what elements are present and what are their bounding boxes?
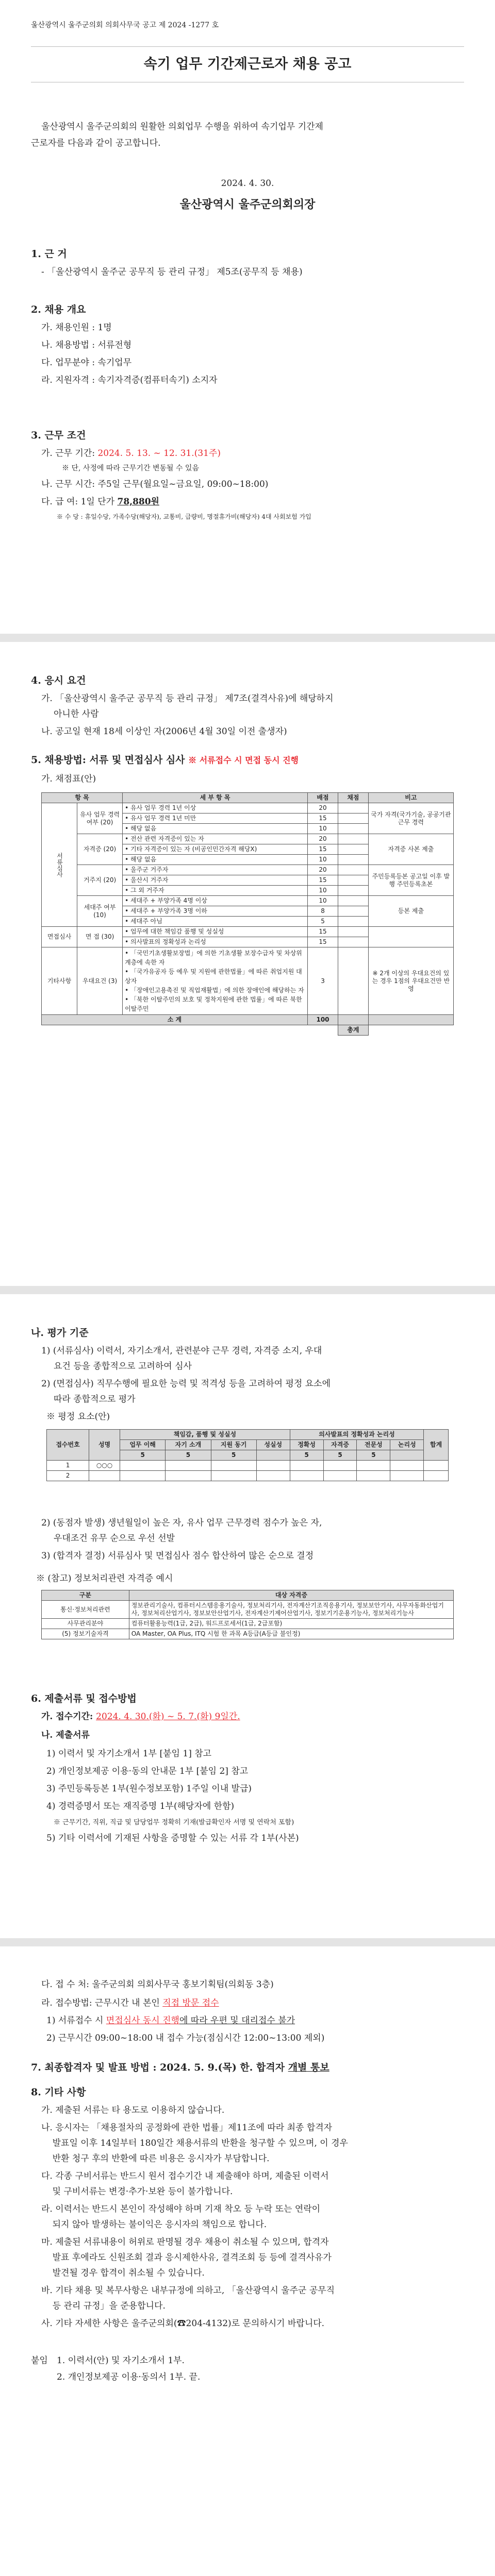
note-line: 등 관리 규정」을 준용합니다. <box>41 2301 166 2311</box>
col-self-intro: 자기 소개 <box>166 1440 211 1450</box>
attachment-1: 1. 이력서(안) 및 자기소개서 1부. <box>57 2355 185 2366</box>
detail: • 그 외 거주자 <box>123 886 308 896</box>
max-score: 5 <box>166 1450 211 1461</box>
max-score: 5 <box>357 1450 390 1461</box>
scoring-table <box>41 792 454 1036</box>
row-name: ○○○ <box>89 1461 120 1471</box>
page-title: 속기 업무 기간제근로자 채용 공고 <box>143 56 352 72</box>
score: 3 <box>307 947 338 1015</box>
license-reference-table <box>41 1590 454 1639</box>
note-line: 다. 각종 구비서류는 반드시 원서 접수기간 내 제출해야 하며, 제출된 이력서 <box>41 2171 329 2181</box>
col-understanding: 업무 이해 <box>120 1440 165 1450</box>
section-6-heading: 6. 제출서류 및 접수방법 <box>31 1693 137 1704</box>
ref-licenses: 컴퓨터활용능력(1급, 2급), 워드프로세서(1급, 2급포함) <box>129 1619 453 1629</box>
table-row <box>42 1601 454 1619</box>
page-4 <box>0 1946 495 2576</box>
table-row <box>42 865 454 875</box>
doc-item-1: 1) 이력서 및 자기소개서 1부 [붙임 1] 참고 <box>46 1749 212 1759</box>
tie-rule-b: 우대조건 유무 순으로 우선 선발 <box>54 1533 175 1544</box>
ref-licenses: OA Master, OA Plus, ITQ 시험 한 과목 A등급(A등급 불인정) <box>129 1629 453 1639</box>
section-5-heading: 5. 채용방법: 서류 및 면접심사 심사 ※ 서류접수 시 면접 동시 진행 <box>31 754 299 766</box>
subtotal-value: 100 <box>307 1015 338 1025</box>
work-field: 다. 업무분야 : 속기업무 <box>41 358 132 368</box>
eligibility-a-1: 가. 「울산광역시 울주군 공무직 등 관리 규정」 제7조(결격사유)에 해당하지 <box>41 693 334 704</box>
group-experience: 유사 업무 경력 여부 (20) <box>77 803 123 834</box>
reference-heading: ※ (참고) 정보처리관련 자격증 예시 <box>36 1573 173 1584</box>
note-line: 발표일 이후 14일부터 180일간 채용서류의 반환을 청구할 수 있으며, 이 경우 <box>41 2138 348 2148</box>
preference-2: • 「국가유공자 등 예우 및 지원에 관한법률」에 따른 취업지원 대상자 <box>125 968 302 985</box>
attachment-2: 2. 개인정보제공 이용·동의서 1부. 끝. <box>57 2372 201 2382</box>
scoring-table-header <box>42 793 454 803</box>
ref-col-licenses: 대상 자격증 <box>129 1590 453 1601</box>
score: 10 <box>307 896 338 906</box>
category-document: 서류심사 <box>42 803 77 927</box>
notice-date: 2024. 4. 30. <box>221 178 274 189</box>
table-row <box>47 1471 449 1481</box>
remark: 국가 자격(국가기술, 공공기관 근무 경력 <box>368 803 453 834</box>
remark: ※ 2개 이상의 우대요건의 있는 경우 1점의 우대요건만 반영 <box>368 947 453 1015</box>
max-score: 5 <box>290 1450 323 1461</box>
max-score: 5 <box>120 1450 165 1461</box>
detail: • 울산시 거주자 <box>123 875 308 886</box>
page-2 <box>0 642 495 1286</box>
row-number: 2 <box>47 1471 89 1481</box>
section-1-heading: 1. 근 거 <box>31 248 67 260</box>
eval-heading: 나. 평가 기준 <box>31 1327 89 1338</box>
allowance-note: ※ 수 당 : 휴일수당, 가족수당(해당자), 교통비, 급량비, 명절휴가비(해당자) 4대 사회보험 가입 <box>57 513 311 520</box>
eligibility-b: 나. 공고일 현재 18세 이상인 자(2006년 4월 30일 이전 출생자) <box>41 726 287 737</box>
table-row <box>42 803 454 814</box>
ref-category: (5) 정보기술자격 <box>42 1629 129 1639</box>
col-name: 성명 <box>89 1430 120 1461</box>
section-7-heading: 7. 최종합격자 및 발표 방법 : 2024. 5. 9.(목) 한. 합격자 개별 통보 <box>31 2062 329 2073</box>
note-line: 사. 기타 자세한 사항은 울주군의회(☎204-4132)로 문의하시기 바랍니다. <box>41 2318 325 2329</box>
intro-line-2: 근로자를 다음과 같이 공고합니다. <box>31 138 161 148</box>
eval-2c: ※ 평정 요소(안) <box>46 1412 110 1422</box>
work-period-note: ※ 단, 사정에 따라 근무기간 변동될 수 있음 <box>62 464 199 472</box>
qualification: 라. 지원자격 : 속기자격증(컴퓨터속기) 소지자 <box>41 375 218 385</box>
col-logic: 논리성 <box>390 1440 424 1450</box>
document-number: 울산광역시 울주군의회 의회사무국 공고 제 2024 -1277 호 <box>31 21 219 29</box>
max-score: 5 <box>323 1450 357 1461</box>
note-line: 바. 기타 채용 및 복무사항은 내부규정에 의하고, 「울산광역시 울주군 공무직 <box>41 2285 335 2296</box>
category-other: 기타사항 <box>42 947 77 1015</box>
group-license: 자격증 (20) <box>77 834 123 865</box>
col-receipt-no: 접수번호 <box>47 1430 89 1461</box>
detail: • 업무에 대한 책임감 품행 및 성실성 <box>123 927 308 937</box>
eligibility-a-2: 아니한 사람 <box>54 709 99 719</box>
reception-note-1: 1) 서류접수 시 면접심사 동시 진행에 따라 우편 및 대리접수 불가 <box>46 2015 295 2026</box>
preference-3: • 「장애인고용촉진 및 직업재활법」에 의한 장애인에 해당하는 자 <box>125 987 304 994</box>
reception-method: 라. 접수방법: 근무시간 내 본인 직접 방문 접수 <box>41 1998 219 2008</box>
note-line: 라. 이력서는 반드시 본인이 작성해야 하며 기재 착오 등 누락 또는 연락이 <box>41 2204 321 2214</box>
score: 10 <box>307 855 338 865</box>
doc-item-3: 3) 주민등록등본 1부(원수정보포함) 1주일 이내 발급) <box>46 1784 252 1794</box>
note-line: 발표 후에라도 신원조회 결과 응시제한사유, 결격조회 등 등에 결격사유가 <box>41 2252 332 2263</box>
detail: • 울주군 거주자 <box>123 865 308 875</box>
note-line: 가. 제출된 서류는 타 용도로 이용하지 않습니다. <box>41 2105 225 2115</box>
score: 15 <box>307 875 338 886</box>
application-period: 가. 접수기간: 2024. 4. 30.(화) ~ 5. 7.(화) 9일간. <box>41 1711 240 1722</box>
header-grading: 채점 <box>338 793 369 803</box>
score: 8 <box>307 906 338 917</box>
category-interview: 면접심사 <box>42 927 77 947</box>
evaluation-table <box>46 1429 449 1481</box>
col-sincerity: 성실성 <box>256 1440 290 1450</box>
eval-2b: 따라 종합적으로 평가 <box>54 1394 136 1404</box>
work-period: 가. 근무 기간: 2024. 5. 13. ~ 12. 31.(31주) <box>41 448 221 459</box>
detail: • 기타 자격증이 있는 자 (비공인민간자격 해당X) <box>123 844 308 855</box>
page-3 <box>0 1294 495 1938</box>
subtotal-label: 소 계 <box>42 1015 308 1025</box>
note-line: 마. 제출된 서류내용이 허위로 판명될 경우 채용이 취소될 수 있으며, 합격자 <box>41 2237 329 2247</box>
col-exactness: 정확성 <box>290 1440 323 1450</box>
subtotal-row <box>42 1015 454 1025</box>
detail: • 의사발표의 정확성과 논리성 <box>123 937 308 947</box>
section-8-heading: 8. 기타 사항 <box>31 2087 86 2098</box>
note-line: 반환 청구 후의 반환에 따른 비용은 응시자가 부담합니다. <box>41 2154 270 2164</box>
doc-item-2: 2) 개인정보제공 이용·동의 안내문 1부 [붙임 2] 참고 <box>46 1766 249 1776</box>
detail: • 유사 업무 경력 1년 미만 <box>123 814 308 824</box>
eval-1: 1) (서류심사) 이력서, 자기소개서, 관련분야 근무 경력, 자격증 소지, 우대 <box>41 1346 322 1356</box>
col-group-responsibility: 책임감, 품행 및 성실성 <box>120 1430 290 1440</box>
attachment-label: 붙임 <box>31 2355 48 2366</box>
ref-category: 사무관리분야 <box>42 1619 129 1629</box>
detail: • 세대주 + 부양가족 4명 이상 <box>123 896 308 906</box>
documents-heading: 나. 제출서류 <box>41 1730 90 1740</box>
table-row <box>42 947 454 1015</box>
score: 10 <box>307 886 338 896</box>
doc-item-4: 4) 경력증명서 또는 재직증명 1부(해당자에 한함) <box>46 1801 235 1811</box>
table-row <box>42 1629 454 1639</box>
doc-item-4-note: ※ 근무기간, 직위, 직급 및 담당업무 정확히 기재(발급확인자 서명 및 연락처 포함) <box>54 1819 294 1826</box>
col-total: 합계 <box>424 1430 449 1461</box>
section-1-item: - 「울산광역시 울주군 공무직 등 관리 규정」 제5조(공무직 등 채용) <box>41 267 303 277</box>
recruit-count: 가. 채용인원 : 1명 <box>41 323 112 333</box>
table-row <box>42 834 454 844</box>
col-license: 자격증 <box>323 1440 357 1450</box>
note-line: 발견될 경우 합격이 취소될 수 있습니다. <box>41 2268 205 2278</box>
section-3-heading: 3. 근무 조건 <box>31 430 86 441</box>
wage: 다. 급 여: 1일 단가 78,880원 <box>41 497 159 507</box>
note-line: 및 구비서류는 변경·추가·보완 등이 불가합니다. <box>41 2187 233 2197</box>
tie-rule: 2) (동점자 발생) 생년월일이 높은 자, 유사 업무 근무경력 점수가 높은 자, <box>41 1518 322 1528</box>
ref-licenses: 정보관리기술사, 컴퓨터시스템응용기술사, 정보처리기사, 전자계산기조직응용기사, 정보보안기사, 사무자동화산업기사, 정보처리산업기사, 정보보안산업기사, 전자계산기제어산업기사, 정보기기운용기능사, 정보처리기능사 <box>129 1601 453 1619</box>
detail: • 해당 없음 <box>123 855 308 865</box>
page-1 <box>0 0 495 634</box>
preference-1: • 「국민기초생활보장법」에 의한 기초생활 보장수급자 및 차상위계층에 속한 자 <box>125 950 302 966</box>
col-expertise: 전문성 <box>357 1440 390 1450</box>
group-preference: 우대요건 (3) <box>77 947 123 1015</box>
detail: • 세대주 아님 <box>123 917 308 927</box>
col-group-accuracy: 의사발표의 정확성과 논리성 <box>290 1430 424 1440</box>
detail: • 전산 관련 자격증이 있는 자 <box>123 834 308 844</box>
header-detail: 세 부 항 목 <box>123 793 308 803</box>
preference-4: • 「북한 이탈주민의 보호 및 정착지원에 관한 법률」에 따른 북한이탈주민 <box>125 996 302 1012</box>
title-box <box>31 46 464 82</box>
note-line: 되지 않아 발생하는 불이익은 응시자의 책임으로 합니다. <box>41 2219 267 2230</box>
remark: 주민등록등본 공고일 이후 발행 주민등록초본 <box>368 865 453 896</box>
detail: • 유사 업무 경력 1년 이상 <box>123 803 308 814</box>
score: 20 <box>307 834 338 844</box>
issuer: 울산광역시 울주군의회의장 <box>179 198 316 211</box>
header-item: 항 목 <box>42 793 123 803</box>
score: 5 <box>307 917 338 927</box>
score: 15 <box>307 937 338 947</box>
remark: 자격증 사본 제출 <box>368 834 453 865</box>
score: 10 <box>307 824 338 834</box>
doc-item-5: 5) 기타 이력서에 기재된 사항을 증명할 수 있는 서류 각 1부(사본) <box>46 1833 299 1843</box>
row-number: 1 <box>47 1461 89 1471</box>
section-2-heading: 2. 채용 개요 <box>31 304 86 315</box>
detail: • 세대주 + 부양가족 3명 이하 <box>123 906 308 917</box>
section-4-heading: 4. 응시 요건 <box>31 675 86 686</box>
ref-col-category: 구분 <box>42 1590 129 1601</box>
preference-details <box>123 947 308 1015</box>
score: 20 <box>307 803 338 814</box>
score: 15 <box>307 814 338 824</box>
note-line: 나. 응시자는 「채용절차의 공정화에 관한 법률」제11조에 따라 최종 합격자 <box>41 2123 333 2133</box>
score: 15 <box>307 927 338 937</box>
intro-line-1: 울산광역시 울주군의회의 원활한 의회업무 수행을 위하여 속기업무 기간제 <box>41 122 323 132</box>
pass-rule: 3) (합격자 결정) 서류심사 및 면접심사 점수 합산하여 많은 순으로 결정 <box>41 1551 314 1561</box>
group-residence: 거주지 (20) <box>77 865 123 896</box>
remark: 등본 제출 <box>368 896 453 927</box>
reception-note-2: 2) 근무시간 09:00~18:00 내 접수 가능(점심시간 12:00~13:00 제외) <box>46 2033 325 2043</box>
col-motivation: 지원 동기 <box>211 1440 256 1450</box>
group-interview: 면 접 (30) <box>77 927 123 947</box>
score: 20 <box>307 865 338 875</box>
ref-category: 통신·정보처리관련 <box>42 1601 129 1619</box>
table-row <box>42 896 454 906</box>
header-score: 배점 <box>307 793 338 803</box>
total-row <box>42 1025 454 1036</box>
reception-place: 다. 접 수 처: 울주군의회 의회사무국 홍보기획팀(의회동 3층) <box>41 1979 274 1990</box>
row-name <box>89 1471 120 1481</box>
total-label: 총계 <box>338 1025 369 1036</box>
max-score: 5 <box>211 1450 256 1461</box>
recruit-method: 나. 채용방법 : 서류전형 <box>41 340 132 350</box>
detail: • 해당 없음 <box>123 824 308 834</box>
group-household: 세대주 여부 (10) <box>77 896 123 927</box>
work-hours: 나. 근무 시간: 주5일 근무(월요일~금요일, 09:00~18:00) <box>41 479 269 489</box>
scoring-table-caption: 가. 채점표(안) <box>41 774 96 784</box>
header-remarks: 비고 <box>368 793 453 803</box>
table-row <box>42 927 454 937</box>
score: 15 <box>307 844 338 855</box>
eval-1b: 요건 등을 종합적으로 고려하여 심사 <box>54 1361 192 1371</box>
table-row <box>42 1619 454 1629</box>
table-row <box>47 1461 449 1471</box>
eval-2: 2) (면접심사) 직무수행에 필요한 능력 및 적격성 등을 고려하여 평정 요소에 <box>41 1379 331 1389</box>
